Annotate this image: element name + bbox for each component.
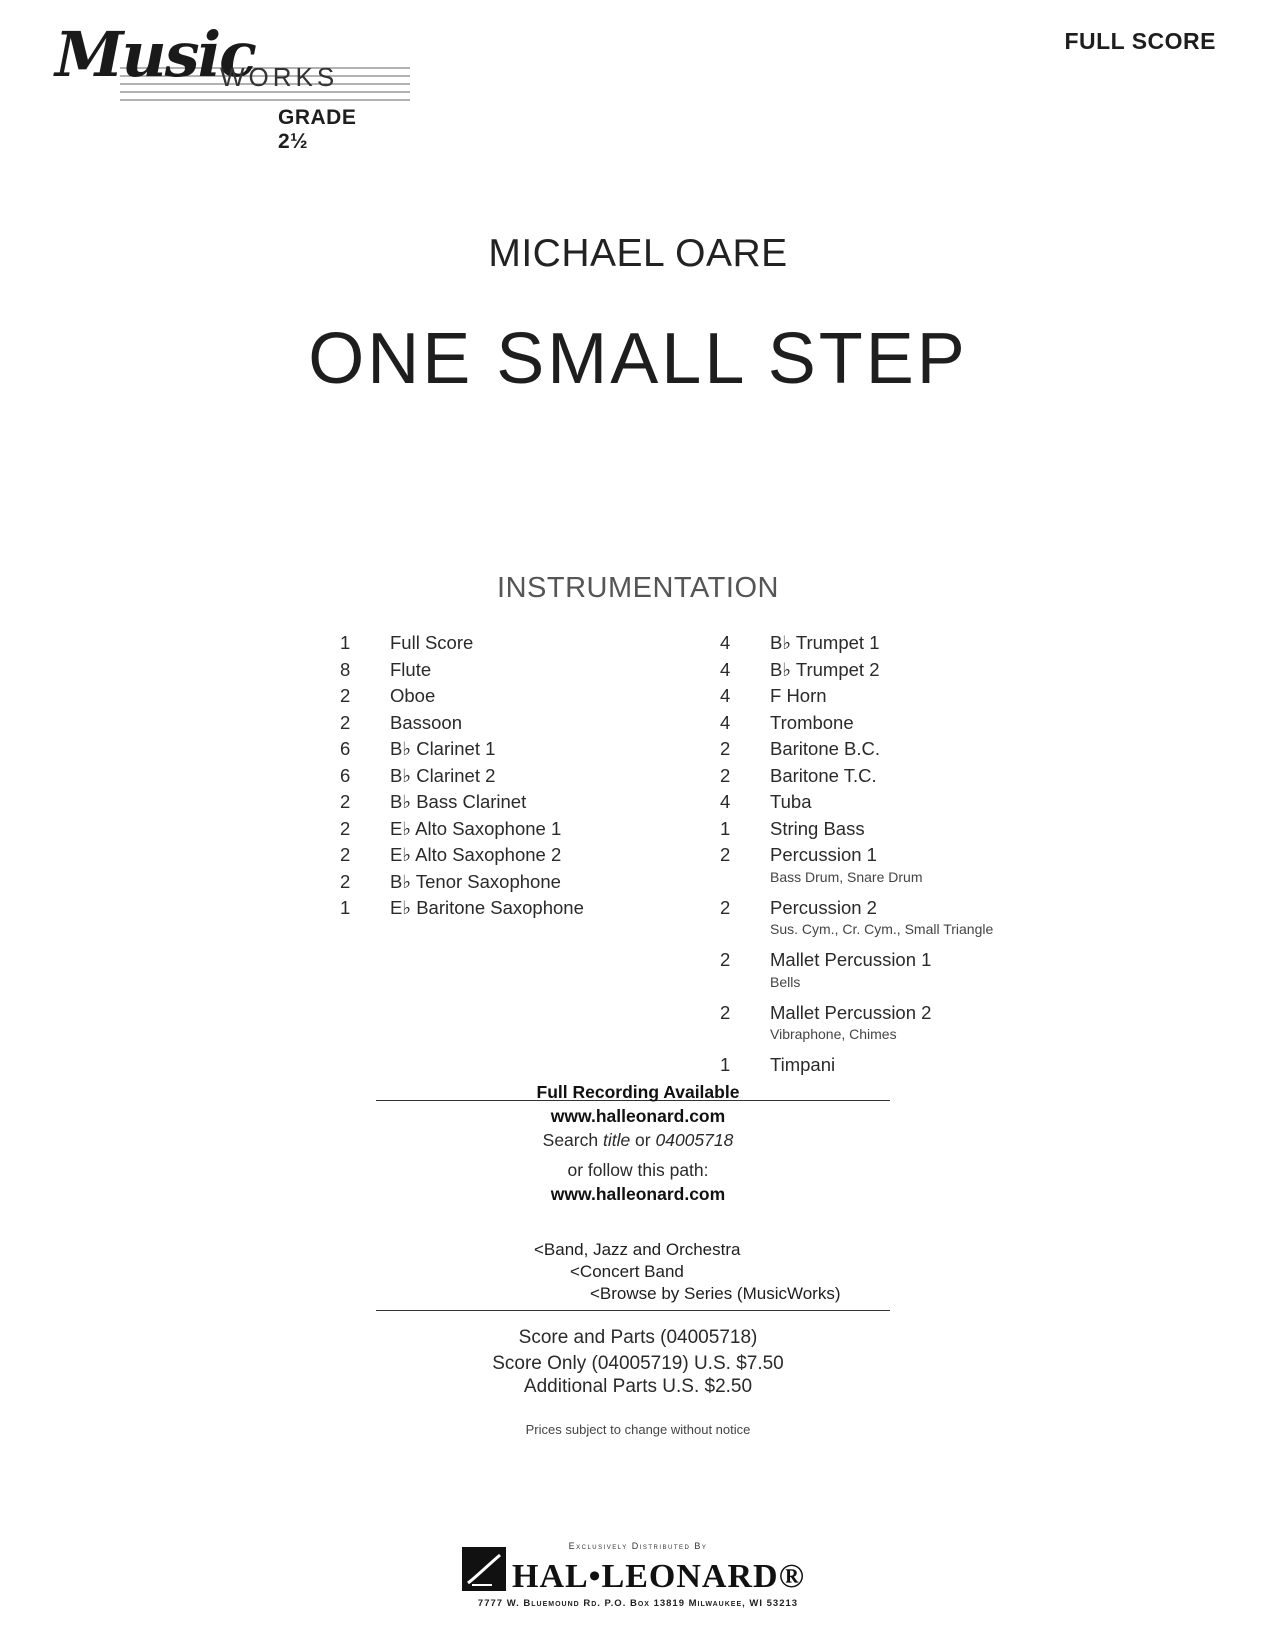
instrument-qty: 4 — [720, 685, 731, 706]
instrument-name-cell — [770, 895, 1060, 938]
instrument-name: E♭ Alto Saxophone 1 — [390, 817, 562, 839]
instrument-name: Baritone T.C. — [770, 764, 877, 786]
instrument-qty: 2 — [720, 1001, 731, 1023]
composer-name: MICHAEL OARE — [488, 232, 788, 275]
logo-works: WORKS — [220, 62, 339, 92]
instrument-row — [340, 869, 660, 896]
distributed-by: Exclusively Distributed By — [568, 1541, 708, 1551]
instrument-name-cell — [770, 1052, 1060, 1079]
instrument-qty: 2 — [720, 844, 731, 865]
instrument-name-cell — [390, 816, 660, 843]
instrument-name: E♭ Baritone Saxophone — [390, 897, 584, 918]
instrument-name: Tuba — [770, 791, 812, 812]
instrument-name-cell — [770, 683, 1060, 710]
instrument-name-cell — [390, 763, 660, 790]
instrument-name: E♭ Alto Saxophone 2 — [390, 844, 562, 865]
instrument-qty: 1 — [720, 817, 731, 839]
grade-label: GRADE 2½ — [278, 106, 357, 153]
instrument-name-cell — [770, 657, 1060, 684]
instrument-name-cell — [770, 947, 1060, 990]
document-type: FULL SCORE — [1064, 28, 1216, 54]
instrument-qty: 2 — [720, 738, 731, 759]
instrument-row — [720, 1000, 1060, 1043]
search-prefix: Search — [542, 1130, 603, 1150]
instrument-name-cell — [770, 736, 1060, 763]
search-code: 04005718 — [655, 1130, 734, 1150]
price-score-parts: Score and Parts (04005718) — [518, 1327, 758, 1348]
instrument-row — [340, 789, 660, 816]
instrument-row — [720, 630, 1060, 657]
instrument-name: Percussion 2 — [770, 896, 877, 918]
path-step-concert-band: <Concert Band — [570, 1262, 684, 1281]
instrument-row — [720, 947, 1060, 990]
instrument-detail: Bass Drum, Snare Drum — [770, 868, 923, 885]
instrument-name: B♭ Trumpet 2 — [770, 658, 880, 680]
instrument-row — [340, 657, 660, 684]
instrument-name: Percussion 1 — [770, 844, 877, 865]
publisher-name: HAL•LEONARD® — [512, 1558, 805, 1595]
instrument-name-cell — [390, 842, 660, 869]
instrument-name: B♭ Tenor Saxophone — [390, 870, 561, 892]
instrument-qty: 6 — [340, 764, 351, 786]
instrument-name: Full Score — [390, 632, 474, 653]
instrument-name: B♭ Clarinet 1 — [390, 738, 496, 759]
instrument-name-cell — [390, 869, 660, 896]
instrument-name: B♭ Clarinet 2 — [390, 764, 496, 786]
instrument-name-cell — [770, 630, 1060, 657]
instrument-qty: 4 — [720, 658, 731, 680]
instrument-qty: 4 — [720, 791, 731, 812]
instrument-qty: 2 — [340, 791, 351, 812]
instrument-qty: 2 — [720, 764, 731, 786]
hal-leonard-logo-icon — [462, 1547, 506, 1591]
recording-url[interactable]: www.halleonard.com — [550, 1106, 726, 1126]
path-step-browse-series: <Browse by Series (MusicWorks) — [590, 1284, 841, 1303]
instrument-row — [720, 895, 1060, 938]
instrument-name-cell — [390, 630, 660, 657]
instrument-detail: Sus. Cym., Cr. Cym., Small Triangle — [770, 921, 994, 937]
instrument-name-cell — [390, 736, 660, 763]
price-additional-parts: Additional Parts U.S. $2.50 — [523, 1376, 753, 1397]
instrument-name: String Bass — [770, 817, 865, 839]
instrument-row — [720, 736, 1060, 763]
instrument-row — [340, 763, 660, 790]
piece-title: ONE SMALL STEP — [308, 319, 968, 399]
instrument-qty: 6 — [340, 738, 351, 759]
instrument-list-right — [720, 630, 1060, 1079]
instrument-name: Timpani — [770, 1054, 836, 1075]
search-or: or — [630, 1130, 656, 1150]
instrument-list-left — [340, 630, 660, 922]
instrumentation-heading: INSTRUMENTATION — [497, 572, 779, 604]
instrument-row — [340, 842, 660, 869]
instrument-name: Mallet Percussion 1 — [770, 949, 932, 970]
instrument-name-cell — [770, 816, 1060, 843]
follow-path-text: or follow this path: — [567, 1160, 709, 1180]
instrument-row — [340, 710, 660, 737]
path-url[interactable]: www.halleonard.com — [550, 1184, 726, 1204]
divider-bottom — [376, 1310, 890, 1311]
instrument-name: Trombone — [770, 711, 854, 733]
instrument-name: Mallet Percussion 2 — [770, 1001, 932, 1023]
instrument-qty: 4 — [720, 711, 731, 733]
instrument-name: B♭ Trumpet 1 — [770, 632, 880, 653]
instrument-name-cell — [390, 683, 660, 710]
instrument-name-cell — [390, 789, 660, 816]
instrument-qty: 1 — [340, 632, 351, 653]
instrument-qty: 1 — [340, 897, 351, 918]
instrument-name-cell — [770, 789, 1060, 816]
price-notice: Prices subject to change without notice — [525, 1422, 751, 1437]
instrument-row — [340, 816, 660, 843]
search-line — [0, 1130, 1276, 1151]
instrument-row — [720, 683, 1060, 710]
instrument-qty: 4 — [720, 632, 731, 653]
instrument-qty: 2 — [340, 817, 351, 839]
search-title: title — [602, 1130, 631, 1150]
instrument-qty: 2 — [340, 844, 351, 865]
instrument-qty: 8 — [340, 658, 351, 680]
instrument-name-cell — [770, 1000, 1060, 1043]
instrument-name: Flute — [390, 658, 432, 680]
instrument-row — [340, 895, 660, 922]
instrument-name: Baritone B.C. — [770, 738, 881, 759]
musicworks-logo — [50, 18, 360, 153]
price-score-only: Score Only (04005719) U.S. $7.50 — [492, 1353, 784, 1374]
recording-heading: Full Recording Available — [536, 1082, 740, 1102]
instrument-row — [720, 657, 1060, 684]
instrument-qty: 2 — [340, 870, 351, 892]
instrument-detail: Bells — [770, 973, 801, 990]
instrument-qty: 2 — [720, 949, 731, 970]
instrument-row — [340, 683, 660, 710]
instrument-name: Bassoon — [390, 711, 462, 733]
instrument-row — [340, 736, 660, 763]
instrument-row — [720, 789, 1060, 816]
instrument-row — [720, 816, 1060, 843]
instrument-name: F Horn — [770, 685, 827, 706]
publisher-address: 7777 W. Bluemound Rd. P.O. Box 13819 Milwaukee, WI 53213 — [477, 1598, 799, 1609]
instrument-name-cell — [770, 710, 1060, 737]
instrument-row — [720, 710, 1060, 737]
instrument-name: B♭ Bass Clarinet — [390, 791, 527, 812]
instrument-name-cell — [770, 763, 1060, 790]
instrument-name: Oboe — [390, 685, 436, 706]
instrument-row — [720, 842, 1060, 885]
instrument-name-cell — [390, 710, 660, 737]
instrument-name-cell — [390, 895, 660, 922]
instrument-qty: 2 — [340, 685, 351, 706]
instrument-detail: Vibraphone, Chimes — [770, 1026, 897, 1042]
instrument-row — [340, 630, 660, 657]
instrument-qty: 1 — [720, 1054, 731, 1075]
instrument-row — [720, 763, 1060, 790]
logo-script: Music — [55, 18, 255, 91]
instrument-row — [720, 1052, 1060, 1079]
path-step-band: <Band, Jazz and Orchestra — [534, 1240, 741, 1259]
instrument-name-cell — [770, 842, 1060, 885]
instrument-name-cell — [390, 657, 660, 684]
instrument-qty: 2 — [720, 896, 731, 918]
instrument-qty: 2 — [340, 711, 351, 733]
